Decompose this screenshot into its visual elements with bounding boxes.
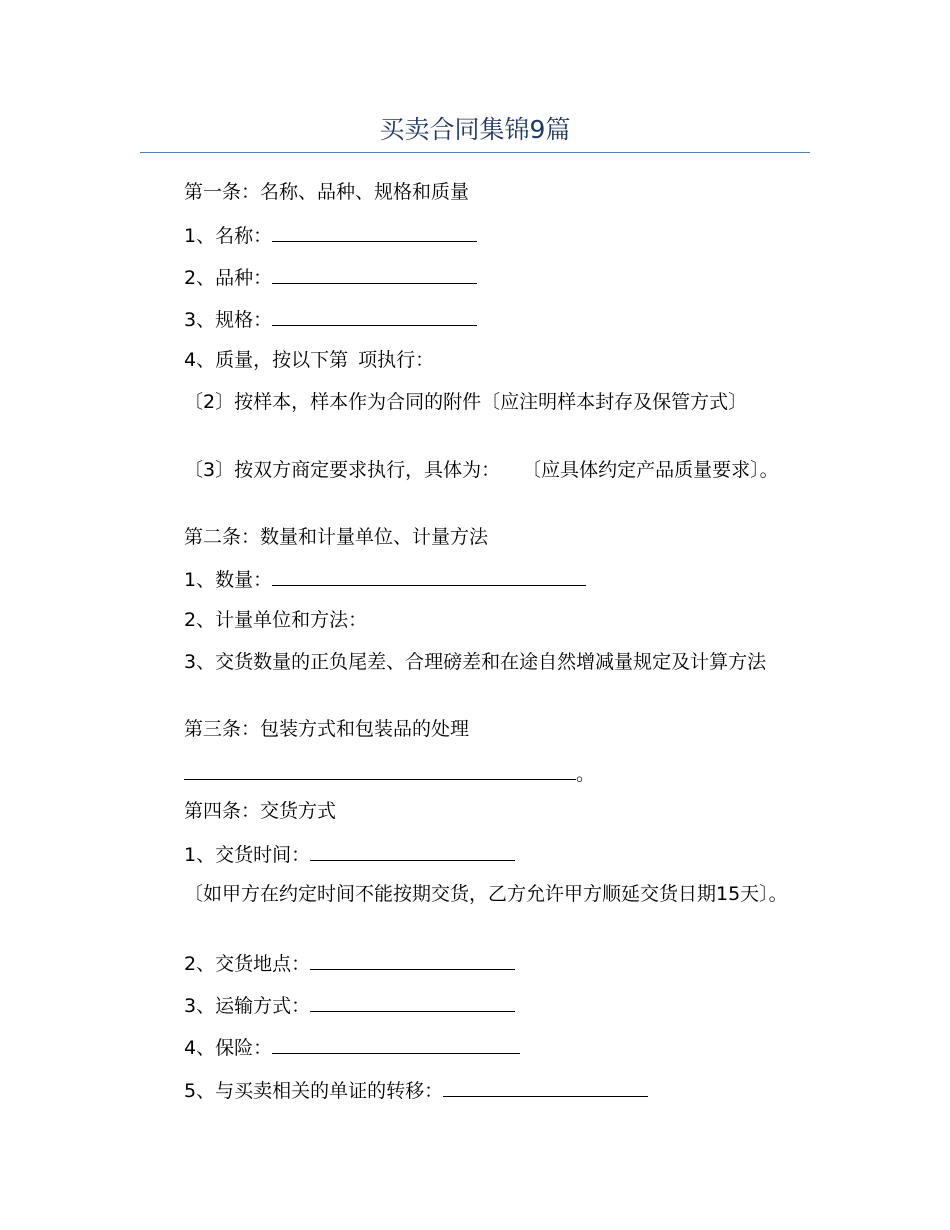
clause-documents: [140, 1076, 810, 1104]
clause-label: 2、交货地点：: [184, 953, 311, 975]
article-1-heading: 第一条：名称、品种、规格和质量: [184, 181, 470, 203]
clause-tolerance: 3、交货数量的正负尾差、合理磅差和在途自然增减量规定及计算方法: [184, 651, 767, 673]
clause-label: 〔3〕按双方商定要求执行，具体为：: [184, 459, 501, 481]
clause-agreed: [140, 457, 810, 483]
clause-label: 3、规格：: [184, 309, 273, 331]
clause-quality: [140, 347, 810, 373]
clause-name: [140, 221, 810, 249]
clause-label: 4、保险：: [184, 1037, 273, 1059]
transport-blank: [310, 991, 515, 1012]
clause-delivery-place: [140, 949, 810, 977]
clause-label: 1、数量：: [184, 569, 273, 591]
clause-label: 1、名称：: [184, 225, 273, 247]
documents-blank: [443, 1076, 648, 1097]
clause-quantity: [140, 565, 810, 593]
clause-label: 2、品种：: [184, 267, 273, 289]
clause-label: 4、质量，按以下第: [184, 349, 349, 371]
title-underline: [140, 152, 810, 153]
delivery-place-blank: [310, 949, 515, 970]
quantity-blank: [272, 565, 586, 586]
clause-label: 3、运输方式：: [184, 995, 311, 1017]
clause-label-tail: 〔应具体约定产品质量要求〕。: [522, 459, 779, 481]
variety-blank: [272, 263, 477, 284]
spec-blank: [272, 305, 477, 326]
packaging-end: 。: [576, 763, 596, 785]
clause-unit-method: 2、计量单位和方法：: [184, 609, 368, 631]
clause-delay: 〔如甲方在约定时间不能按期交货，乙方允许甲方顺延交货日期15天〕。: [184, 883, 788, 905]
name-blank: [272, 221, 477, 242]
clause-label-tail: 项执行：: [358, 349, 435, 371]
clause-sample: 〔2〕按样本，样本作为合同的附件〔应注明样本封存及保管方式〕: [184, 391, 748, 413]
clause-label: 1、交货时间：: [184, 844, 311, 866]
clause-transport: [140, 991, 810, 1019]
clause-spec: [140, 305, 810, 333]
delivery-time-blank: [310, 840, 515, 861]
packaging-blank: [184, 759, 576, 780]
clause-variety: [140, 263, 810, 291]
clause-label: 5、与买卖相关的单证的转移：: [184, 1080, 444, 1102]
article-4-heading: 第四条：交货方式: [184, 800, 337, 822]
clause-insurance: [140, 1033, 810, 1061]
packaging-line: [140, 759, 810, 787]
article-2-heading: 第二条：数量和计量单位、计量方法: [184, 526, 489, 548]
insurance-blank: [272, 1033, 520, 1054]
clause-delivery-time: [140, 840, 810, 868]
article-3-heading: 第三条：包装方式和包装品的处理: [184, 718, 470, 740]
document-title: 买卖合同集锦9篇: [379, 115, 571, 144]
